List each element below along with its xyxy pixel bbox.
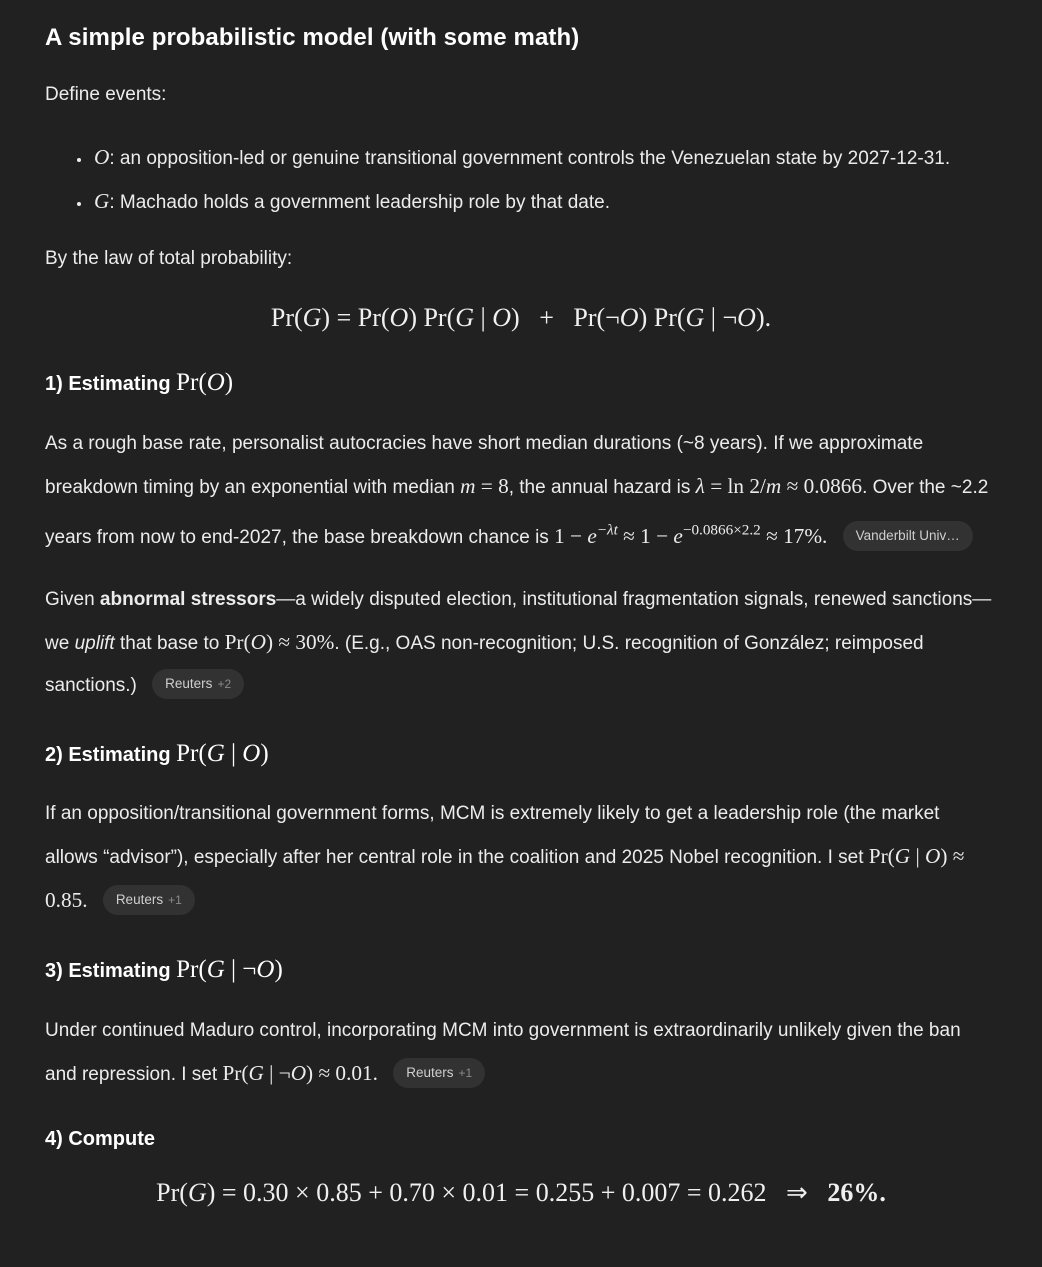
list-item-event-g xyxy=(92,180,997,224)
compute-result-formula: Pr(G) = 0.30 × 0.85 + 0.70 × 0.01 = 0.255 + 0.007 = 0.262 ⇒ 26%. xyxy=(156,1178,886,1207)
heading-compute: 4) Compute xyxy=(45,1128,155,1150)
citation-badge-reuters-2[interactable] xyxy=(152,669,244,699)
total-probability-formula: Pr(G) = Pr(O) Pr(G | O) + Pr(¬O) Pr(G | ¬O). xyxy=(270,303,772,332)
define-events-label: Define events: xyxy=(45,84,167,105)
citation-badge-vanderbilt[interactable] xyxy=(843,521,973,551)
heading-estimating-pr-o: 1) Estimating Pr(O) xyxy=(45,369,234,397)
leadership-role-text: If an opposition/transitional government forms, MCM is extremely likely to get a leadership role (the market allows “advisor”), especially after her central role in the coalition and 2025 Nobel recognition. I set Pr(G | O) ≈ 0.85. xyxy=(45,803,965,913)
heading-estimating-pr-g-given-not-o: 3) Estimating Pr(G | ¬O) xyxy=(45,956,283,984)
paragraph-base-rate xyxy=(45,423,997,558)
event-o-text: O: an opposition-led or genuine transitional government controls the Venezuelan state by 2027-12-31. xyxy=(94,145,951,169)
page-title: A simple probabilistic model (with some math) xyxy=(45,24,580,51)
citation-badge-reuters-s2[interactable] xyxy=(103,885,195,915)
event-g-text: G: Machado holds a government leadership role by that date. xyxy=(94,189,611,213)
heading-estimating-pr-g-given-o: 2) Estimating Pr(G | O) xyxy=(45,739,269,767)
citation-source-label: Reuters xyxy=(406,1065,454,1080)
citation-extra-count: +1 xyxy=(168,893,182,908)
law-of-total-probability-label: By the law of total probability: xyxy=(45,248,293,269)
paragraph-maduro-control xyxy=(45,1010,997,1096)
events-list xyxy=(45,136,997,224)
base-rate-text: As a rough base rate, personalist autocracies have short median durations (~8 years). If we approximate breakdown timing by an exponential with median m = 8, the annual hazard is λ = ln 2/m ≈ 0.0866. Over the ~2.2 years from now to end-2027, the base breakdown chance is $1 - e^{-\lambda t} \approx 1 - e^{-0.0866\times 2.2} \approx 17\%$. xyxy=(45,433,989,548)
citation-source-label: Reuters xyxy=(165,675,213,691)
paragraph-abnormal-stressors xyxy=(45,579,997,707)
paragraph-leadership-role xyxy=(45,793,997,923)
citation-extra-count: +2 xyxy=(217,676,232,691)
citation-badge-reuters-s3[interactable] xyxy=(393,1058,485,1088)
citation-extra-count: +1 xyxy=(458,1066,473,1080)
maduro-control-text: Under continued Maduro control, incorporating MCM into government is extraordinarily unlikely given the ban and repression. I set Pr(G | ¬O) ≈ 0.01. xyxy=(45,1020,961,1085)
citation-source-label: Vanderbilt Univ… xyxy=(855,527,960,543)
list-item-event-o xyxy=(92,136,997,180)
abnormal-stressors-text: Given abnormal stressors—a widely disputed election, institutional fragmentation signals, renewed sanctions—we uplift that base to Pr(O) ≈ 30%. (E.g., OAS non-recognition; U.S. recognition of González; reimposed sanctions.) xyxy=(45,588,992,696)
citation-source-label: Reuters xyxy=(115,892,164,908)
